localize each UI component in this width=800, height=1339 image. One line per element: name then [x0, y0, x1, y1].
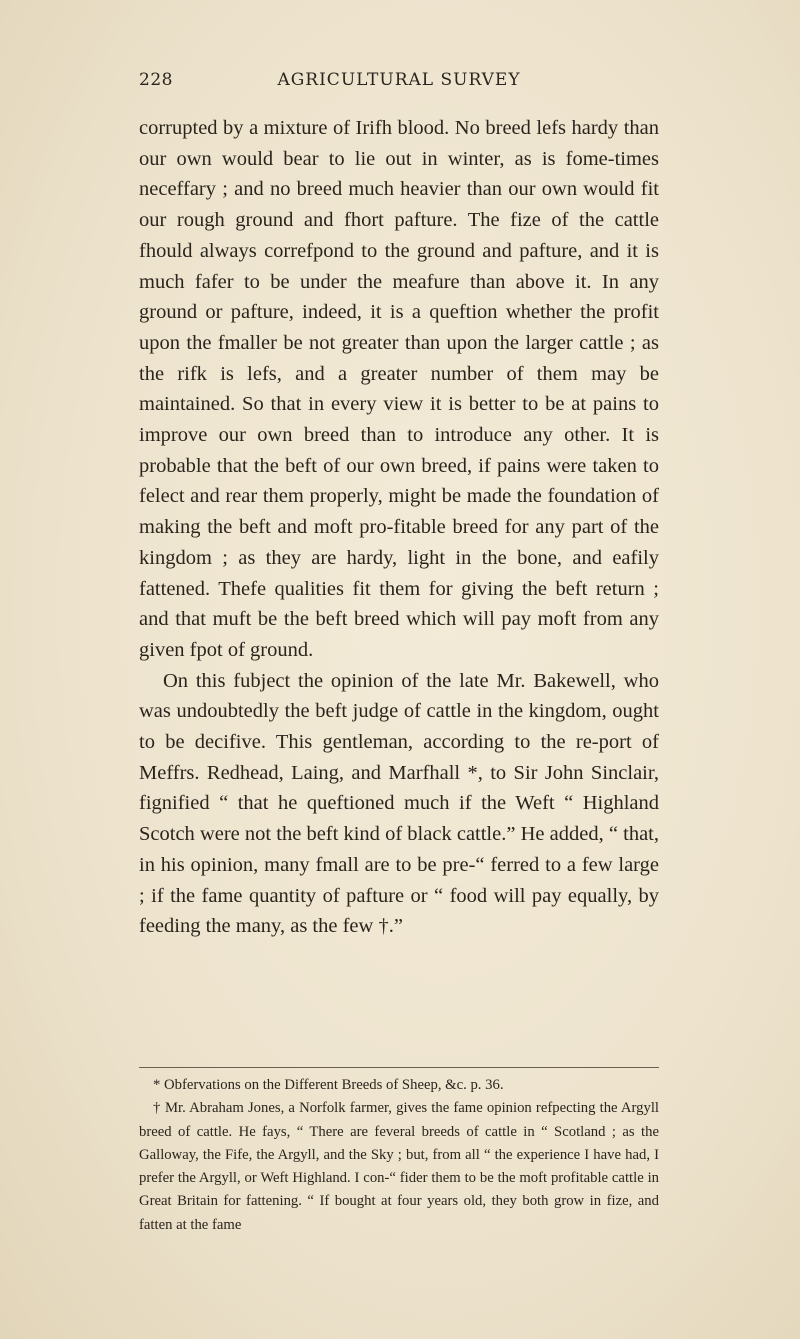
running-title: AGRICULTURAL SURVEY	[277, 70, 521, 90]
footnote-rule	[139, 1067, 659, 1068]
running-head	[139, 70, 659, 100]
main-text	[139, 113, 659, 942]
footnote-asterisk: * Obfervations on the Different Breeds of Sheep, &c. p. 36.	[153, 1077, 504, 1093]
footnote-dagger: † Mr. Abraham Jones, a Norfolk farmer, gives the fame opinion refpecting the Argyll breed of cattle. He fays, “ There are feveral breeds of cattle in “ Scotland ; as the Galloway, the Fife, the Argyll, and the Sky ; but, from all “ the experience I have had, I prefer the Argyll, or Weft Highland. I con-“ fider them to be the moft profitable cattle in Great Britain for fattening. “ If bought at four years old, they both grow in fize, and fatten at the fame	[139, 1100, 659, 1233]
page-number: 228	[139, 70, 173, 90]
footnotes	[139, 1074, 659, 1237]
paragraph-continued: corrupted by a mixture of Irifh blood. No breed lefs hardy than our own would bear to lie out in winter, as is fome-times neceffary ; and no breed much heavier than our own would fit our rough ground and fhort pafture. The fize of the cattle fhould always correfpond to the ground and pafture, and it is much fafer to be under the meafure than above it. In any ground or pafture, indeed, it is a queftion whether the profit upon the fmaller be not greater than upon the larger cattle ; as the rifk is lefs, and a greater number of them may be maintained. So that in every view it is better to be at pains to improve our own breed than to introduce any other. It is probable that the beft of our own breed, if pains were taken to felect and rear them properly, might be made the foundation of making the beft and moft pro-fitable breed for any part of the kingdom ; as they are hardy, light in the bone, and eafily fattened. Thefe qualities fit them for giving the beft return ; and that muft be the beft breed which will pay moft from any given fpot of ground.	[139, 117, 659, 661]
paragraph-bakewell: On this fubject the opinion of the late Mr. Bakewell, who was undoubtedly the beft judge of cattle in the kingdom, ought to be decifive. This gentleman, according to the re-port of Meffrs. Redhead, Laing, and Marfhall *, to Sir John Sinclair, fignified “ that he queftioned much if the Weft “ Highland Scotch were not the beft kind of black cattle.” He added, “ that, in his opinion, many fmall are to be pre-“ ferred to a few large ; if the fame quantity of pafture or “ food will pay equally, by feeding the many, as the few †.”	[139, 669, 659, 938]
